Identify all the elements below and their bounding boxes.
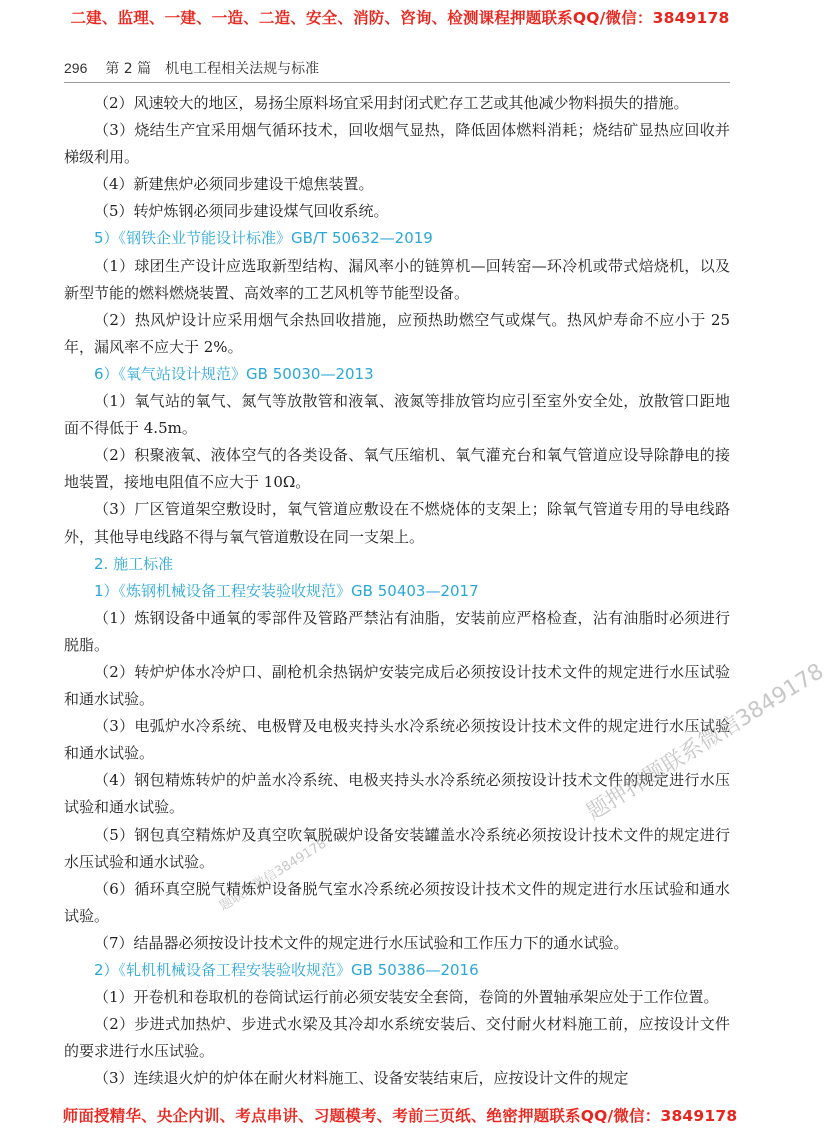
paragraph: （2）热风炉设计应采用烟气余热回收措施，应预热助燃空气或煤气。热风炉寿命不应小于 25 年，漏风率不应大于 2%。 — [64, 310, 730, 356]
standard-heading: 1）《炼钢机械设备工程安装验收规范》GB 50403—2017 — [94, 581, 479, 600]
bottom-banner: 师面授精华、央企内训、考点串讲、习题模考、考前三页纸、绝密押题联系QQ/微信：3849178 — [62, 1107, 738, 1125]
paragraph: （5）转炉炼钢必须同步建设煤气回收系统。 — [94, 202, 389, 221]
standard-heading: 5）《钢铁企业节能设计标准》GB/T 50632—2019 — [94, 229, 433, 248]
paragraph: （2）步进式加热炉、步进式水梁及其冷却水系统安装后、交付耐火材料施工前，应按设计文件的要求进行水压试验。 — [64, 1015, 730, 1061]
paragraph: （1）开卷机和卷取机的卷筒试运行前必须安装安全套筒，卷筒的外置轴承架应处于工作位置。 — [94, 988, 719, 1007]
standard-heading: 2）《轧机机械设备工程安装验收规范》GB 50386—2016 — [94, 961, 479, 979]
paragraph: （3）厂区管道架空敷设时，氧气管道应敷设在不燃烧体的支架上；除氧气管道专用的导电线路外，其他导电线路不得与氧气管道敷设在同一支架上。 — [64, 500, 730, 546]
watermark: 题联系微信3849178 — [217, 836, 330, 915]
standard-heading: 6）《氧气站设计规范》GB 50030—2013 — [94, 364, 374, 383]
paragraph: （1）球团生产设计应选取新型结构、漏风率小的链箅机—回转窑—环冷机或带式焙烧机，以及新型节能的燃料燃烧装置、高效率的工艺风机等节能型设备。 — [64, 256, 730, 302]
paragraph: （3）连续退火炉的炉体在耐火材料施工、设备安装结束后，应按设计文件的规定 — [94, 1069, 629, 1088]
paragraph: （4）钢包精炼转炉的炉盖水冷系统、电极夹持头水冷系统必须按设计技术文件的规定进行水压试验和通水试验。 — [64, 771, 730, 817]
document-body — [64, 90, 730, 1092]
top-banner: 二建、监理、一建、一造、二造、安全、消防、咨询、检测课程押题联系QQ/微信：3849178 — [70, 9, 730, 27]
paragraph: （3）烧结生产宜采用烟气循环技术，回收烟气显热，降低固体燃料消耗；烧结矿显热应回收并梯级利用。 — [64, 121, 730, 167]
paragraph: （2）转炉炉体水冷炉口、副枪机余热锅炉安装完成后必须按设计技术文件的规定进行水压试验和通水试验。 — [64, 662, 730, 709]
paragraph: （3）电弧炉水冷系统、电极臂及电极夹持头水冷系统必须按设计技术文件的规定进行水压试验和通水试验。 — [64, 717, 730, 763]
paragraph: （4）新建焦炉必须同步建设干熄焦装置。 — [94, 175, 374, 194]
section-title: 第 2 篇 机电工程相关法规与标准 — [105, 61, 320, 77]
paragraph: （2）积聚液氧、液体空气的各类设备、氧气压缩机、氧气灌充台和氧气管道应设导除静电的接地装置，接地电阻值不应大于 10Ω。 — [64, 446, 730, 492]
paragraph: （6）循环真空脱气精炼炉设备脱气室水冷系统必须按设计技术文件的规定进行水压试验和通水试验。 — [64, 879, 730, 925]
page-header — [64, 58, 730, 83]
section-heading: 2. 施工标准 — [94, 554, 174, 573]
watermark: 题押押题联系微信3849178 — [582, 659, 829, 826]
paragraph: （5）钢包真空精炼炉及真空吹氧脱碳炉设备安装罐盖水冷系统必须按设计技术文件的规定进行水压试验和通水试验。 — [64, 825, 730, 871]
page-number: 296 — [64, 60, 88, 76]
paragraph: （2）风速较大的地区，易扬尘原料场宜采用封闭式贮存工艺或其他减少物料损失的措施。 — [94, 94, 689, 112]
paragraph: （7）结晶器必须按设计技术文件的规定进行水压试验和工作压力下的通水试验。 — [94, 933, 629, 952]
paragraph: （1）氧气站的氧气、氮气等放散管和液氧、液氮等排放管均应引至室外安全处，放散管口距地面不得低于 4.5m。 — [64, 392, 730, 438]
paragraph: （1）炼钢设备中通氧的零部件及管路严禁沾有油脂，安装前应严格检查，沾有油脂时必须进行脱脂。 — [64, 608, 730, 654]
